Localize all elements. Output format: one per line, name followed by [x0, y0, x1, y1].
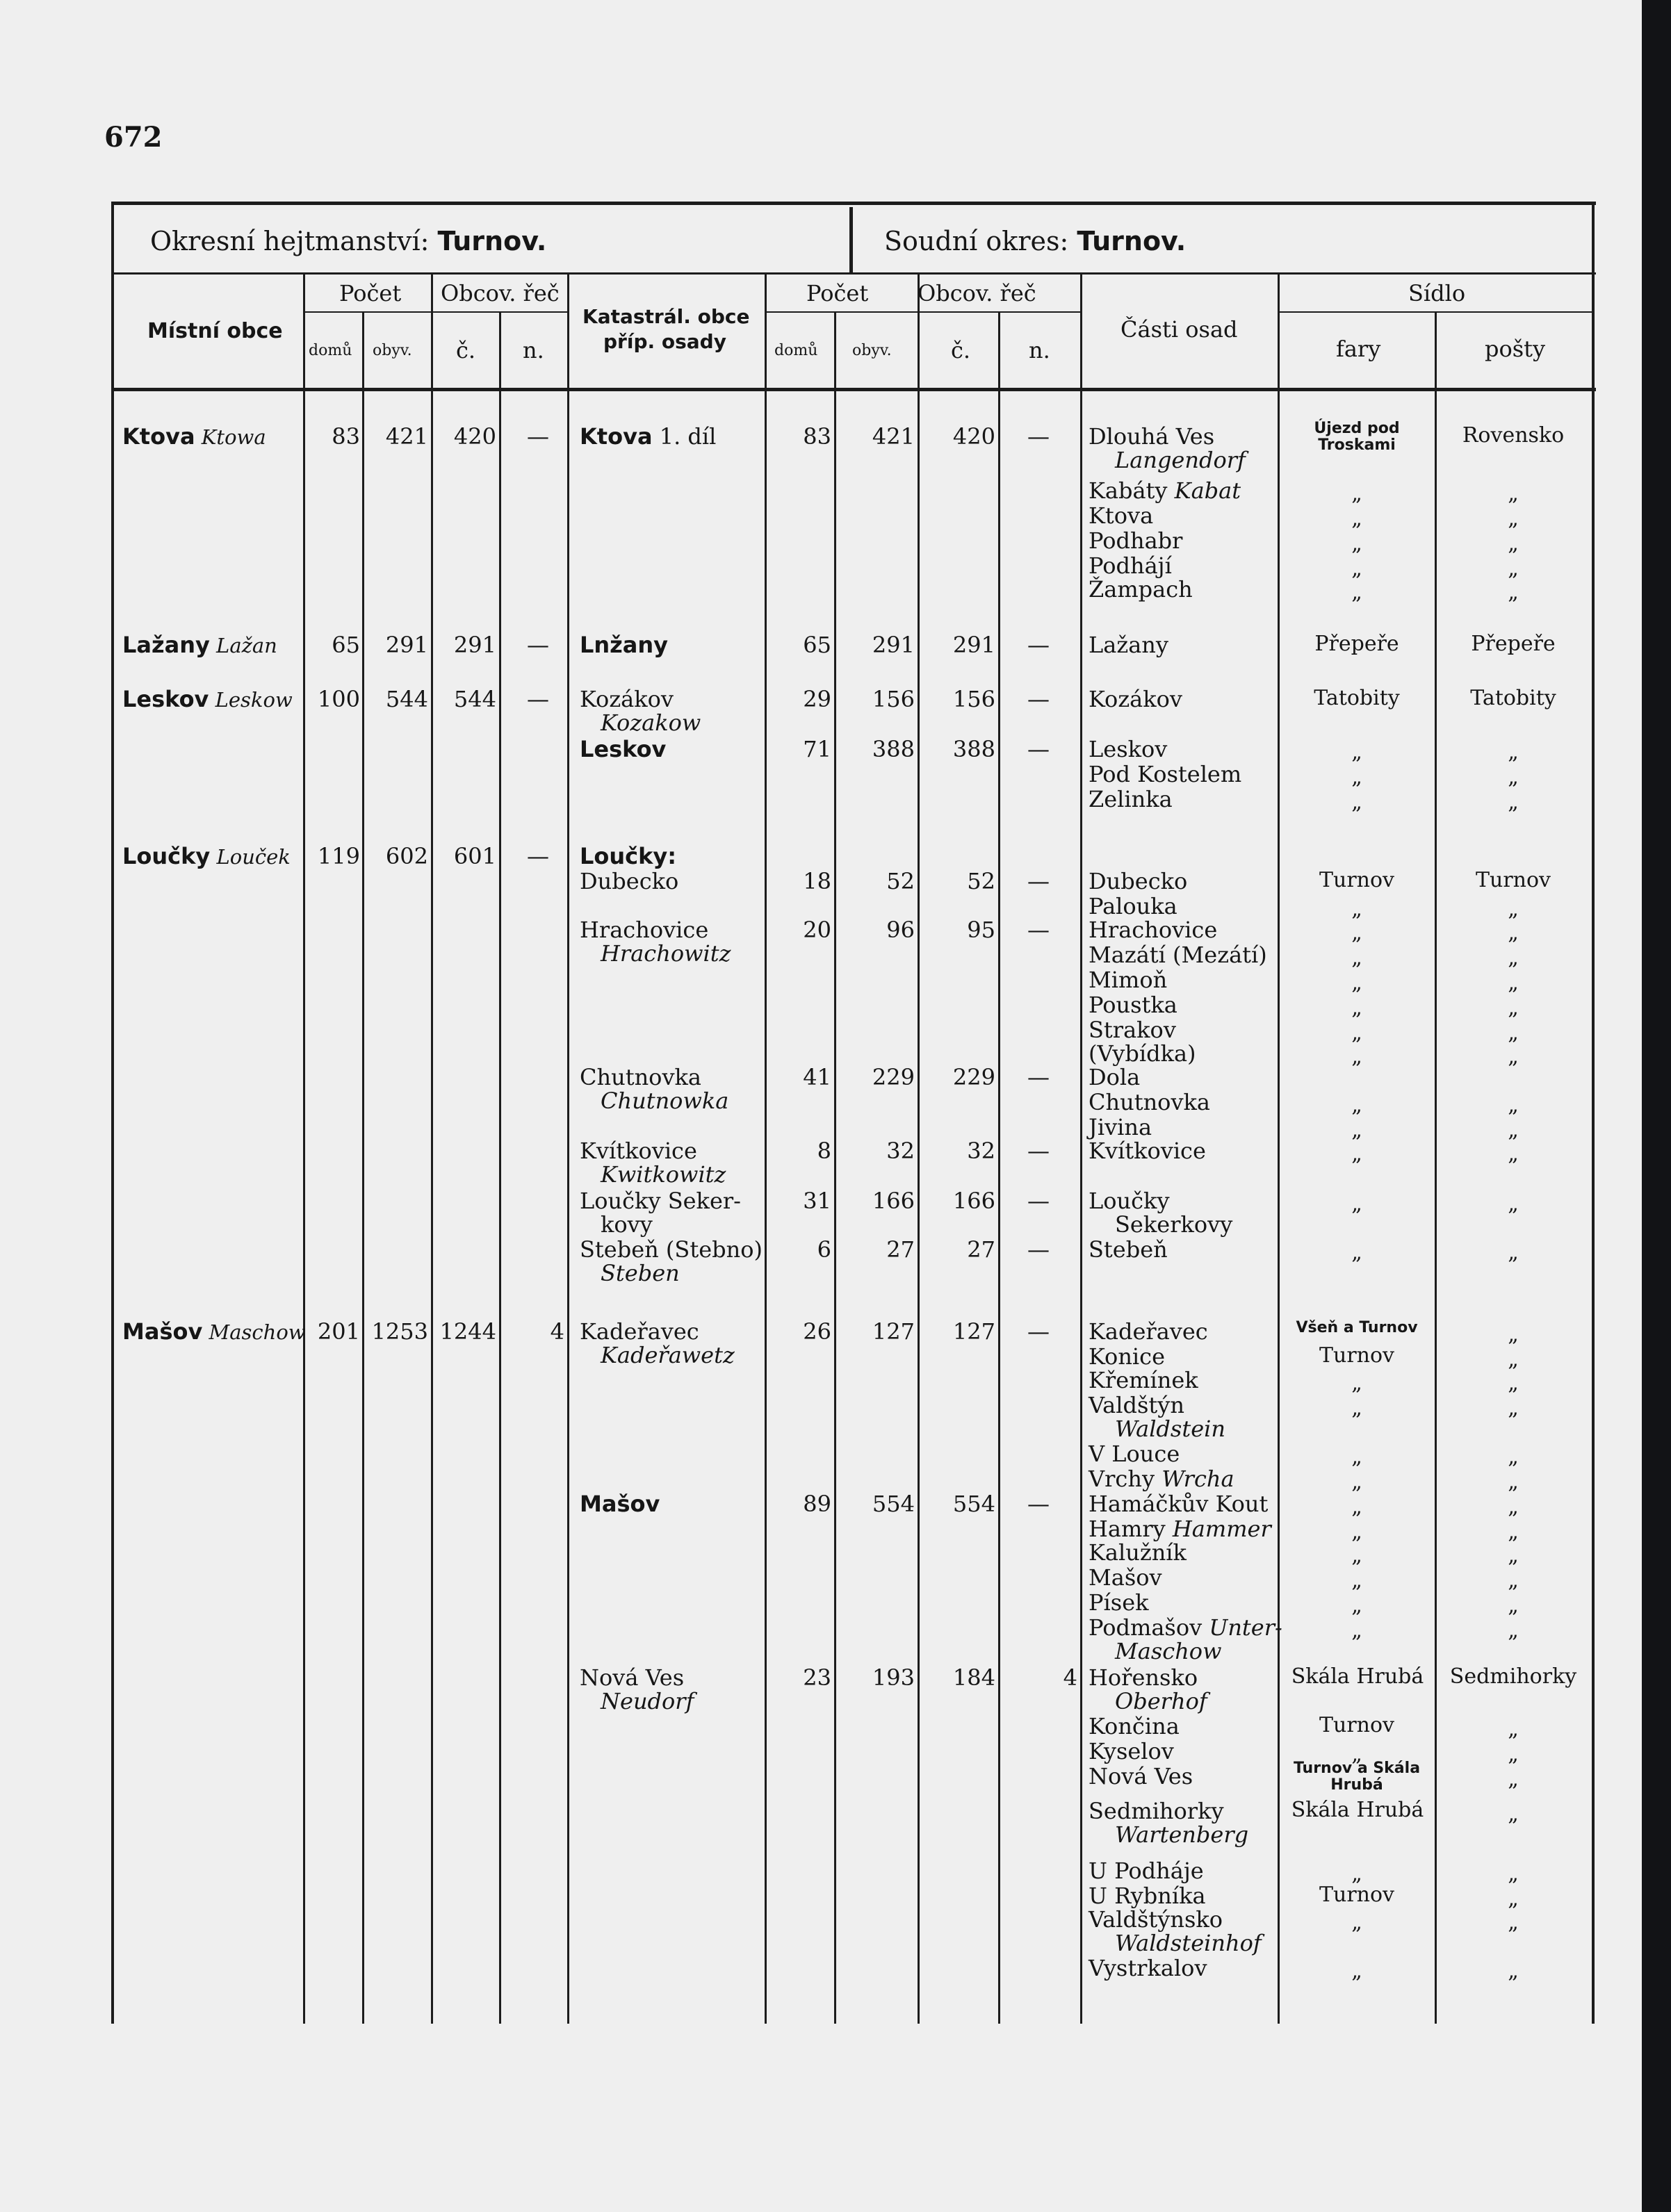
post-office-seat: „ [1508, 532, 1519, 556]
post-office-seat: Rovensko [1462, 423, 1565, 448]
population-count: 421 [385, 423, 428, 450]
settlement-part-name: Podmašov Unter- [1089, 1614, 1282, 1641]
german-count: — [527, 632, 549, 658]
post-office-seat: „ [1508, 482, 1519, 506]
cadastral-name: Kadeřavec [580, 1318, 699, 1345]
col-katastr: Katastrál. obce [582, 305, 750, 328]
municipality-german-name: Leskow [209, 688, 293, 712]
population-count: 1253 [371, 1318, 428, 1345]
cadastral-population: 421 [872, 423, 915, 450]
cadastral-german-name: Kozakow [601, 710, 701, 736]
municipality-name: Mašov Maschow [122, 1318, 306, 1345]
parish-seat: Turnov [1319, 868, 1394, 892]
settlement-part-name: Loučky [1089, 1188, 1170, 1214]
col-fary: fary [1336, 336, 1381, 362]
cadastral-czech: 388 [952, 736, 995, 762]
col-n-2: n. [1029, 337, 1050, 363]
cadastral-population: 127 [872, 1318, 915, 1345]
municipality-german-name: Ktowa [195, 425, 266, 449]
post-office-seat: „ [1508, 1959, 1519, 1983]
subheader-rule [303, 311, 567, 313]
settlement-part-german-name: Waldstein [1115, 1416, 1225, 1442]
parish-seat: „ [1351, 1044, 1362, 1069]
cadastral-czech: 52 [967, 868, 995, 894]
settlement-part-name: Mazátí (Mezátí) [1089, 942, 1267, 968]
cadastral-czech: 184 [952, 1664, 995, 1691]
cadastral-name: Chutnovka [580, 1064, 701, 1090]
col-c-2: č. [951, 337, 971, 363]
settlement-part-name: Hamry Hammer [1089, 1516, 1271, 1542]
post-office-seat: „ [1508, 1495, 1519, 1519]
parish-seat: „ [1351, 557, 1362, 581]
cadastral-population: 32 [886, 1138, 915, 1164]
post-office-seat: „ [1508, 1594, 1519, 1618]
german-count: — [527, 423, 549, 450]
cadastral-german: — [1027, 1138, 1050, 1164]
settlement-part-german: Kabat [1167, 477, 1241, 504]
subheader-rule [1278, 311, 1592, 313]
cadastral-population: 52 [886, 868, 915, 894]
post-office-seat: Sedmihorky [1449, 1664, 1577, 1689]
cadastral-czech: 229 [952, 1064, 995, 1090]
district-heading: Okresní hejtmanství: Turnov. [150, 226, 547, 256]
col-domu-2: domů [774, 342, 818, 359]
settlement-part-name: Dubecko [1089, 868, 1188, 894]
post-office-seat: „ [1508, 1044, 1519, 1069]
cadastral-czech: 127 [952, 1318, 995, 1345]
cadastral-houses: 83 [803, 423, 831, 450]
col-mistni-obce: Místní obce [147, 319, 283, 343]
parish-seat: „ [1351, 1142, 1362, 1166]
col-line [362, 313, 364, 2024]
cadastral-name: Ktova 1. díl [580, 423, 717, 450]
cadastral-name: Kozákov [580, 686, 674, 712]
settlement-part-name: Kyselov [1089, 1738, 1174, 1764]
parish-seat-line2: Troskami [1318, 436, 1396, 454]
settlement-part-name: Strakov [1089, 1017, 1176, 1043]
parish-seat: „ [1351, 1568, 1362, 1593]
court-heading: Soudní okres: Turnov. [884, 226, 1187, 256]
post-office-seat: „ [1508, 1543, 1519, 1568]
municipality-name: Lažany Lažan [122, 632, 277, 658]
post-office-seat: „ [1508, 1470, 1519, 1494]
post-office-seat: „ [1508, 1862, 1519, 1886]
parish-seat: Újezd pod [1314, 420, 1400, 437]
post-office-seat: „ [1508, 1802, 1519, 1826]
col-obcov-rec-2: Obcov. řeč [918, 280, 1036, 306]
municipality-name: Loučky Louček [122, 843, 291, 869]
subheader-rule [765, 311, 1080, 313]
cadastral-german-name: Hrachowitz [601, 940, 731, 967]
post-office-seat: „ [1508, 1717, 1519, 1742]
settlement-part-name: U Podháje [1089, 1858, 1204, 1884]
post-office-seat: „ [1508, 1322, 1519, 1347]
scan-border [1642, 0, 1671, 2212]
parish-seat: „ [1351, 1543, 1362, 1568]
settlement-part-name: Sedmihorky [1089, 1798, 1224, 1824]
german-count: — [527, 843, 549, 869]
table-left-border [111, 203, 114, 2024]
page-number: 672 [104, 121, 163, 154]
settlement-part-name: Leskov [1089, 736, 1168, 762]
parish-seat-line2: Hrubá [1330, 1776, 1383, 1794]
parish-seat: Turnov a Skála [1293, 1760, 1421, 1777]
municipality-german-name: Maschow [202, 1320, 306, 1344]
col-line [1278, 275, 1280, 2024]
houses-count: 100 [317, 686, 360, 712]
cadastral-name: Nová Ves [580, 1664, 685, 1691]
cadastral-population: 291 [872, 632, 915, 658]
cadastral-houses: 29 [803, 686, 831, 712]
settlement-part-name: Palouka [1089, 893, 1177, 919]
cadastral-houses: 8 [817, 1138, 831, 1164]
cadastral-german-name: Kadeřawetz [601, 1342, 735, 1368]
cadastral-german: — [1027, 1491, 1050, 1517]
cadastral-german-name: Steben [601, 1260, 680, 1286]
title-rule [111, 272, 1596, 275]
settlement-part-name: Valdštýnsko [1089, 1906, 1223, 1933]
parish-seat: „ [1351, 765, 1362, 789]
col-pocet-2: Počet [806, 280, 869, 306]
cadastral-houses: 6 [817, 1236, 831, 1263]
population-count: 544 [385, 686, 428, 712]
cadastral-german: — [1027, 736, 1050, 762]
czech-count: 544 [453, 686, 496, 712]
col-n: n. [523, 337, 544, 363]
cadastral-houses: 18 [803, 868, 831, 894]
cadastral-suffix: 1. díl [652, 423, 717, 450]
cadastral-name: Leskov [580, 736, 667, 762]
parish-seat: „ [1351, 971, 1362, 995]
col-line [1080, 275, 1082, 2024]
col-pocet: Počet [339, 280, 402, 306]
cadastral-german: — [1027, 1064, 1050, 1090]
cadastral-houses: 89 [803, 1491, 831, 1517]
parish-seat: „ [1351, 482, 1362, 506]
settlement-part-name: V Louce [1089, 1441, 1180, 1467]
settlement-part-name: Hrachovice [1089, 917, 1218, 943]
parish-seat: „ [1351, 1495, 1362, 1519]
cadastral-houses: 20 [803, 917, 831, 943]
post-office-seat: „ [1508, 971, 1519, 995]
post-office-seat: „ [1508, 1240, 1519, 1265]
settlement-part-name-line2: Sekerkovy [1115, 1211, 1233, 1238]
settlement-part-name: Kadeřavec [1089, 1318, 1208, 1345]
cadastral-name: Stebeň (Stebno) [580, 1236, 763, 1263]
post-office-seat: „ [1508, 1118, 1519, 1142]
settlement-part-german-name: Langendorf [1115, 447, 1246, 473]
cadastral-german: — [1027, 423, 1050, 450]
col-line [834, 313, 836, 2024]
cadastral-houses: 26 [803, 1318, 831, 1345]
parish-seat: „ [1351, 790, 1362, 814]
table-right-border [1592, 203, 1595, 2024]
german-count: 4 [550, 1318, 564, 1345]
municipality-german-name: Lažan [209, 634, 277, 657]
parish-seat: „ [1351, 1470, 1362, 1494]
settlement-part-name: Vystrkalov [1089, 1955, 1207, 1981]
settlement-part-german: Wrcha [1155, 1466, 1234, 1492]
col-casti-osad: Části osad [1120, 316, 1238, 343]
cadastral-name: Mašov [580, 1491, 660, 1517]
parish-seat: „ [1351, 1240, 1362, 1265]
post-office-seat: „ [1508, 790, 1519, 814]
settlement-part-name: Mašov [1089, 1564, 1162, 1591]
post-office-seat: „ [1508, 1021, 1519, 1045]
cadastral-czech: 420 [952, 423, 995, 450]
col-sidlo: Sídlo [1408, 280, 1466, 306]
settlement-part-name: Vrchy Wrcha [1089, 1466, 1234, 1492]
cadastral-german: — [1027, 1318, 1050, 1345]
settlement-part-name: Jivina [1089, 1114, 1152, 1140]
settlement-part-name: Hamáčkův Kout [1089, 1491, 1269, 1517]
settlement-part-german-name: Oberhof [1115, 1688, 1207, 1714]
post-office-seat: „ [1508, 557, 1519, 581]
post-office-seat: „ [1508, 1568, 1519, 1593]
post-office-seat: „ [1508, 946, 1519, 970]
houses-count: 65 [332, 632, 360, 658]
post-office-seat: „ [1508, 1192, 1519, 1216]
parish-seat: „ [1351, 1093, 1362, 1117]
table-top-rule [111, 202, 1596, 205]
settlement-part-name: Písek [1089, 1589, 1149, 1616]
post-office-seat: „ [1508, 996, 1519, 1020]
col-obcov-rec: Obcov. řeč [441, 280, 560, 306]
czech-count: 420 [453, 423, 496, 450]
parish-seat: „ [1351, 897, 1362, 921]
cadastral-name: Kvítkovice [580, 1138, 697, 1164]
settlement-part-name: Zelinka [1089, 786, 1173, 812]
post-office-seat: „ [1508, 1371, 1519, 1395]
municipality-name: Leskov Leskow [122, 686, 293, 712]
post-office-seat: „ [1508, 1887, 1519, 1911]
col-obyv: obyv. [373, 342, 412, 359]
cadastral-german: 4 [1063, 1664, 1077, 1691]
cadastral-german: — [1027, 1236, 1050, 1263]
settlement-part-name: Končina [1089, 1713, 1180, 1739]
cadastral-german: — [1027, 917, 1050, 943]
czech-count: 1244 [439, 1318, 496, 1345]
col-line [765, 275, 767, 2024]
settlement-part-german-name: Wartenberg [1115, 1821, 1249, 1848]
parish-seat: Skála Hrubá [1291, 1798, 1424, 1822]
settlement-part-name: Kalužník [1089, 1539, 1187, 1566]
settlement-part-name: Kabáty Kabat [1089, 477, 1241, 504]
cadastral-population: 166 [872, 1188, 915, 1214]
parish-seat: „ [1351, 740, 1362, 764]
parish-seat: Turnov [1319, 1883, 1394, 1907]
settlement-part-name: Stebeň [1089, 1236, 1168, 1263]
population-count: 602 [385, 843, 428, 869]
houses-count: 119 [317, 843, 360, 869]
settlement-part-name: Kozákov [1089, 686, 1182, 712]
cadastral-population: 193 [872, 1664, 915, 1691]
post-office-seat: „ [1508, 1347, 1519, 1372]
settlement-part-name: Dlouhá Ves [1089, 423, 1215, 450]
cadastral-houses: 71 [803, 736, 831, 762]
cadastral-population: 229 [872, 1064, 915, 1090]
cadastral-czech: 166 [952, 1188, 995, 1214]
header-rule [111, 388, 1596, 391]
settlement-part-german: Hammer [1165, 1516, 1271, 1542]
cadastral-houses: 41 [803, 1064, 831, 1090]
settlement-part-name: Konice [1089, 1343, 1166, 1370]
cadastral-name: Loučky Seker- [580, 1188, 741, 1214]
parish-seat: „ [1351, 580, 1362, 605]
cadastral-czech: 27 [967, 1236, 995, 1263]
german-count: — [527, 686, 549, 712]
parish-seat: Všeň a Turnov [1296, 1319, 1418, 1336]
cadastral-german-name: Kwitkowitz [601, 1161, 726, 1188]
title-divider [849, 207, 853, 272]
czech-count: 291 [453, 632, 496, 658]
col-obyv-2: obyv. [852, 342, 892, 359]
settlement-part-name: Žampach [1089, 576, 1193, 603]
col-c: č. [456, 337, 476, 363]
cadastral-houses: 31 [803, 1188, 831, 1214]
cadastral-german: — [1027, 868, 1050, 894]
cadastral-name-line2: kovy [601, 1211, 653, 1238]
post-office-seat: „ [1508, 1396, 1519, 1420]
col-line [431, 275, 433, 2024]
settlement-part-name: Křemínek [1089, 1367, 1198, 1393]
post-office-seat: „ [1508, 1445, 1519, 1469]
parish-seat: Turnov [1319, 1713, 1394, 1737]
post-office-seat: „ [1508, 580, 1519, 605]
settlement-part-german: Unter- [1202, 1614, 1282, 1641]
cadastral-houses: 65 [803, 632, 831, 658]
cadastral-czech: 156 [952, 686, 995, 712]
parish-seat: „ [1351, 1862, 1362, 1886]
cadastral-czech: 554 [952, 1491, 995, 1517]
post-office-seat: Turnov [1475, 868, 1551, 892]
cadastral-german: — [1027, 632, 1050, 658]
col-line [918, 275, 920, 2024]
col-line [303, 275, 305, 2024]
cadastral-german: — [1027, 1188, 1050, 1214]
post-office-seat: „ [1508, 1619, 1519, 1643]
settlement-part-name: Lažany [1089, 632, 1168, 658]
parish-seat: Přepeře [1314, 632, 1399, 656]
parish-seat: „ [1351, 1445, 1362, 1469]
parish-seat: „ [1351, 1619, 1362, 1643]
post-office-seat: „ [1508, 1142, 1519, 1166]
cadastral-name: Loučky: [580, 843, 677, 869]
settlement-part-name: Podhájí [1089, 552, 1172, 579]
cadastral-population: 27 [886, 1236, 915, 1263]
post-office-seat: „ [1508, 1093, 1519, 1117]
parish-seat: „ [1351, 1192, 1362, 1216]
parish-seat: Skála Hrubá [1291, 1664, 1424, 1689]
cadastral-name: Hrachovice [580, 917, 709, 943]
post-office-seat: „ [1508, 1520, 1519, 1544]
municipality-german-name: Louček [210, 845, 291, 869]
cadastral-czech: 291 [952, 632, 995, 658]
parish-seat: „ [1351, 996, 1362, 1020]
settlement-part-name: Valdštýn [1089, 1392, 1184, 1418]
czech-count: 601 [453, 843, 496, 869]
settlement-part-name: Podhabr [1089, 527, 1183, 554]
post-office-seat: „ [1508, 1910, 1519, 1935]
col-line [567, 275, 569, 2024]
cadastral-name: Lnžany [580, 632, 669, 658]
houses-count: 201 [317, 1318, 360, 1345]
col-domu: domů [309, 342, 352, 359]
cadastral-population: 156 [872, 686, 915, 712]
settlement-part-name: Mimoň [1089, 967, 1168, 993]
parish-seat: „ [1351, 1520, 1362, 1544]
parish-seat: „ [1351, 1396, 1362, 1420]
cadastral-german-name: Chutnowka [601, 1088, 729, 1114]
settlement-part-name: Dola [1089, 1064, 1141, 1090]
settlement-part-german-name: Maschow [1115, 1638, 1222, 1664]
settlement-part-name: U Rybníka [1089, 1883, 1206, 1909]
houses-count: 83 [332, 423, 360, 450]
post-office-seat: „ [1508, 740, 1519, 764]
cadastral-houses: 23 [803, 1664, 831, 1691]
settlement-part-german-name: Waldsteinhof [1115, 1930, 1262, 1956]
parish-seat: „ [1351, 946, 1362, 970]
post-office-seat: Tatobity [1470, 686, 1556, 710]
post-office-seat: „ [1508, 921, 1519, 945]
parish-seat: „ [1351, 1959, 1362, 1983]
parish-seat: „ [1351, 1021, 1362, 1045]
col-katastr-2: příp. osady [603, 330, 726, 353]
parish-seat: „ [1351, 1371, 1362, 1395]
post-office-seat: „ [1508, 897, 1519, 921]
parish-seat: Turnov [1319, 1343, 1394, 1368]
post-office-seat: „ [1508, 765, 1519, 789]
municipality-name: Ktova Ktowa [122, 423, 266, 450]
parish-seat: „ [1351, 532, 1362, 556]
col-posty: pošty [1485, 336, 1546, 362]
post-office-seat: „ [1508, 507, 1519, 531]
parish-seat: „ [1351, 1594, 1362, 1618]
cadastral-german: — [1027, 686, 1050, 712]
parish-seat: „ [1351, 507, 1362, 531]
settlement-part-name: Chutnovka [1089, 1089, 1210, 1115]
cadastral-czech: 32 [967, 1138, 995, 1164]
cadastral-population: 388 [872, 736, 915, 762]
col-line [499, 313, 501, 2024]
parish-seat: „ [1351, 1910, 1362, 1935]
settlement-part-name: Kvítkovice [1089, 1138, 1206, 1164]
parish-seat: „ [1351, 1118, 1362, 1142]
settlement-part-name: (Vybídka) [1089, 1040, 1196, 1067]
col-line [998, 313, 1000, 2024]
post-office-seat: „ [1508, 1767, 1519, 1792]
settlement-part-name: Hořensko [1089, 1664, 1198, 1691]
parish-seat: „ [1351, 1742, 1362, 1767]
parish-seat: Tatobity [1314, 686, 1400, 710]
cadastral-name: Dubecko [580, 868, 679, 894]
post-office-seat: Přepeře [1471, 632, 1556, 656]
cadastral-czech: 95 [967, 917, 995, 943]
cadastral-population: 96 [886, 917, 915, 943]
post-office-seat: „ [1508, 1742, 1519, 1767]
population-count: 291 [385, 632, 428, 658]
parish-seat: „ [1351, 921, 1362, 945]
settlement-part-name: Nová Ves [1089, 1763, 1193, 1789]
settlement-part-name: Ktova [1089, 502, 1154, 529]
settlement-part-name: Pod Kostelem [1089, 761, 1242, 787]
settlement-part-name: Poustka [1089, 992, 1177, 1018]
cadastral-german-name: Neudorf [601, 1688, 694, 1714]
cadastral-population: 554 [872, 1491, 915, 1517]
